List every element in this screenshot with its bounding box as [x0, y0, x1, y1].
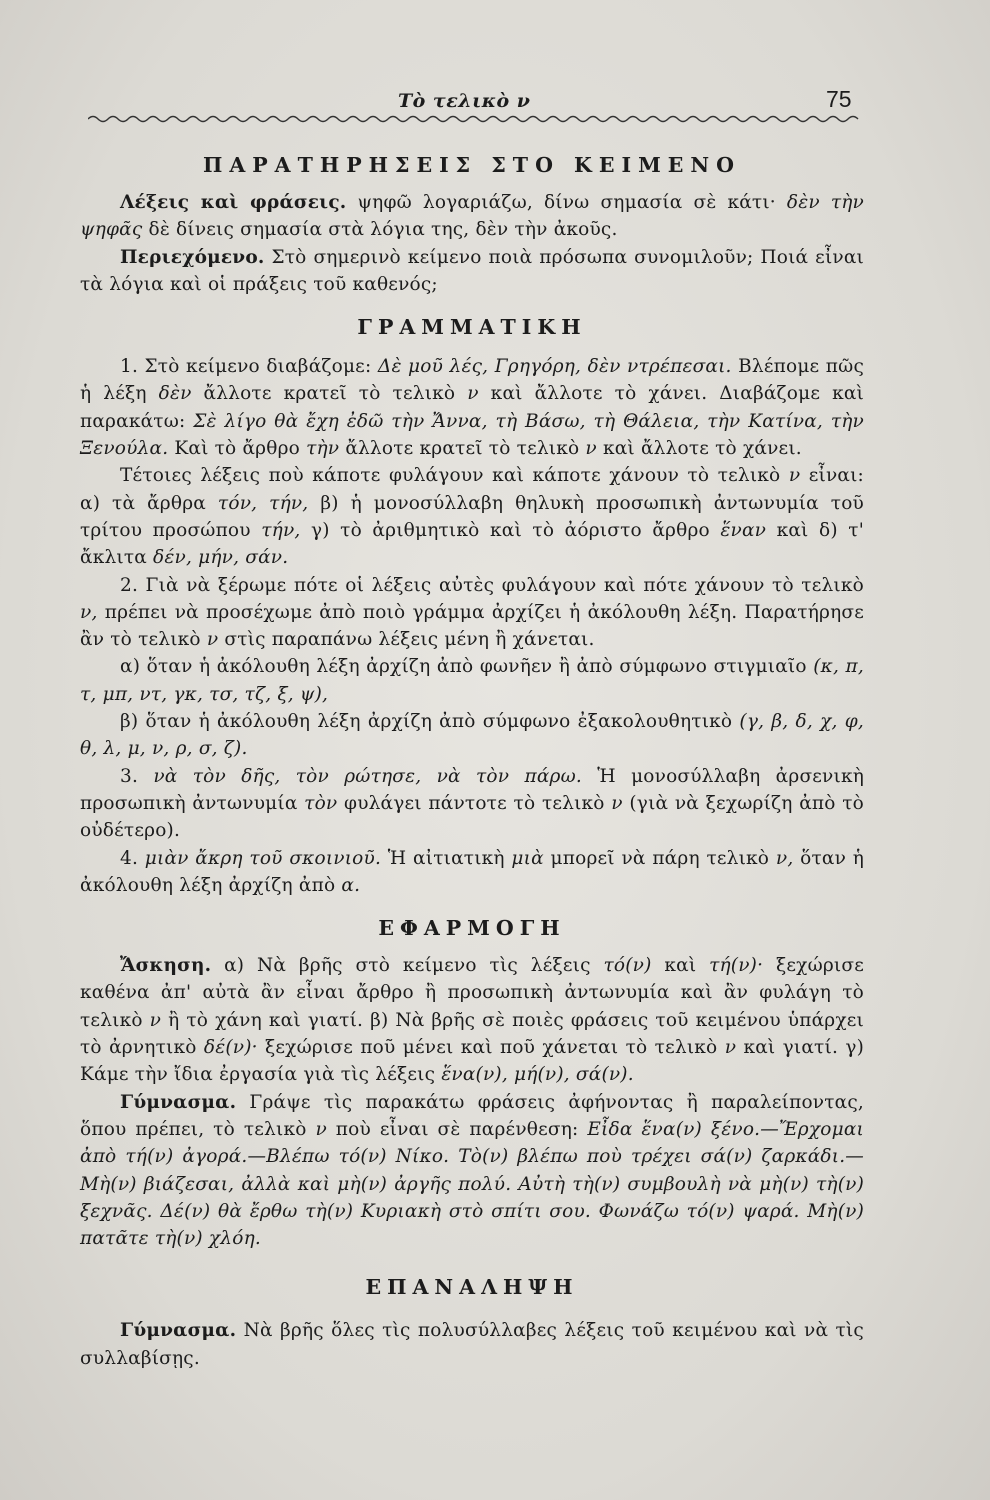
italic-text: (κ, π, τ, μπ, ντ, γκ, τσ, τζ, ξ, ψ),	[80, 656, 864, 705]
text: ἄλλοτε κρατεῖ τὸ τελικὸ	[191, 383, 456, 405]
text: Τέτοιες λέξεις ποὺ κάποτε φυλάγουν καὶ κάποτε χάνουν τὸ τελικὸ	[120, 465, 781, 487]
text: γ) τὸ ἀριθμητικὸ καὶ τὸ ἀόριστο ἄρθρο	[300, 519, 710, 541]
text: α) Νὰ βρῆς στὸ κείμενο τὶς λέξεις	[211, 955, 591, 977]
text: 1. Στὸ κείμενο διαβάζομε:	[120, 356, 372, 378]
italic-text: τὸν	[297, 792, 338, 814]
paragraph-g1	[80, 353, 864, 462]
text: ὅταν ἡ ἀκόλουθη λέξη ἀρχίζη ἀπὸ	[80, 847, 865, 896]
text: ἢ τὸ χάνη καὶ γιατί. β) Νὰ βρῆς σὲ ποιὲς φράσεις τοῦ κειμένου ὑπάρχει τὸ ἀρνητικὸ	[80, 1009, 864, 1059]
italic-text: ἕνα(ν), μή(ν), σά(ν).	[435, 1064, 634, 1086]
paragraph-g3	[80, 763, 864, 845]
italic-text: (γ, β, δ, χ, φ, θ, λ, μ, ν, ρ, σ, ζ).	[80, 711, 864, 760]
text: καὶ δ) τ' ἄκλιτα	[80, 519, 864, 569]
text: β) ἡ μονοσύλλαβη θηλυκὴ προσωπικὴ ἀντωνυμία τοῦ τρίτου προσώπου	[80, 492, 864, 541]
wavy-rule	[88, 114, 860, 124]
text: ἄλλοτε κρατεῖ τὸ τελικὸ	[339, 438, 580, 460]
paragraph-g4	[80, 845, 864, 900]
text: καὶ ἄλλοτε τὸ χάνει.	[596, 438, 802, 460]
running-title: Τὸ τελικὸ ν	[398, 90, 531, 112]
italic-text: τή(ν)·	[696, 955, 764, 977]
text: ποὺ εἶναι σὲ παρένθεση:	[326, 1118, 579, 1140]
italic-text: δὲν	[146, 383, 192, 405]
italic-text: Δὲ μοῦ λές, Γρηγόρη, δὲν ντρέπεσαι.	[371, 356, 732, 378]
text: 4.	[120, 847, 139, 869]
paragraph-g2a	[80, 653, 864, 708]
text: πρέπει νὰ προσέχωμε ἀπὸ ποιὸ γράμμα ἀρχίζει ἡ ἀκόλουθη λέξη. Παρατήρησε ἂν τὸ τελικὸ	[80, 601, 864, 651]
italic-text: ν	[142, 1009, 162, 1031]
text: στὶς παραπάνω λέξεις μένη ἢ χάνεται.	[218, 629, 595, 651]
text: Βλέπομε πῶς ἡ λέξη	[80, 356, 865, 405]
italic-text: δὲν τὴν ψηφᾶς	[80, 192, 864, 241]
paragraph-g2b	[80, 708, 864, 763]
label-gymnasma: Γύμνασμα.	[120, 1091, 237, 1113]
italic-text: μιὰν ἄκρη τοῦ σκοινιοῦ.	[138, 847, 382, 869]
italic-text: ν	[200, 629, 219, 651]
text: μπορεῖ νὰ πάρη τελικὸ	[543, 847, 770, 869]
paragraph-gymnasma-2	[80, 1317, 864, 1372]
italic-text: ν,	[769, 847, 794, 869]
section-title-grammatiki: ΓΡΑΜΜΑΤΙΚΗ	[357, 315, 587, 340]
paragraph-g2	[80, 572, 864, 654]
text: 3.	[120, 765, 139, 787]
paragraph-askisi	[80, 952, 864, 1088]
text: ξεχώρισε ποῦ μένει καὶ ποῦ χάνεται τὸ τελικὸ	[257, 1037, 718, 1059]
text: δὲ δίνεις σημασία στὰ λόγια της, δὲν τὴν ἀκοῦς.	[142, 219, 618, 241]
italic-text: τόν, τήν,	[205, 492, 309, 514]
text: εἶναι: α) τὰ ἄρθρα	[80, 465, 864, 514]
italic-text: δέ(ν)·	[196, 1037, 258, 1059]
italic-text: τό(ν)	[590, 955, 652, 977]
italic-text: ν	[604, 792, 623, 814]
label-lexeis: Λέξεις καὶ φράσεις.	[120, 192, 347, 213]
text: καὶ γιατί. γ) Κάμε τὴν ἴδια ἐργασία γιὰ τὶς λέξεις	[80, 1037, 864, 1086]
italic-text: α.	[335, 874, 361, 896]
label-periexomeno: Περιεχόμενο.	[120, 246, 265, 268]
page-header	[0, 84, 990, 118]
italic-text: ν	[579, 438, 597, 460]
page-number: 75	[826, 86, 852, 112]
italic-text: τήν,	[250, 519, 301, 541]
italic-text: μιὰ	[504, 847, 544, 869]
text: β) ὅταν ἡ ἀκόλουθη λέξη ἀρχίζη ἀπὸ σύμφωνο ἐξακολουθητικὸ	[120, 711, 733, 733]
text: Καὶ τὸ ἄρθρο	[168, 438, 300, 460]
italic-text: τὴν	[299, 438, 340, 460]
paragraph-g1b	[80, 462, 864, 571]
text: φυλάγει πάντοτε τὸ τελικὸ	[337, 792, 605, 814]
italic-text: ν	[780, 465, 801, 487]
text: (γιὰ νὰ ξεχωρίζη ἀπὸ τὸ οὐδέτερο).	[80, 792, 865, 842]
paragraph-periexomeno	[80, 244, 864, 299]
italic-text: ν	[717, 1037, 737, 1059]
text: Ἡ μονοσύλλαβη ἀρσενικὴ προσωπικὴ ἀντωνυμία	[80, 765, 864, 814]
label-askisi: Ἄσκηση.	[120, 955, 212, 977]
section-title-epanalipsi: ΕΠΑΝΑΛΗΨΗ	[365, 1275, 579, 1300]
paragraph-gymnasma-1	[80, 1089, 864, 1253]
italic-text: ν	[455, 383, 479, 405]
section-title-paratiriseis: ΠΑΡΑΤΗΡΗΣΕΙΣ ΣΤΟ ΚΕΙΜΕΝΟ	[202, 153, 742, 177]
page-body	[80, 152, 864, 1372]
label-gymnasma: Γύμνασμα.	[120, 1320, 237, 1342]
text: Στὸ σημερινὸ κείμενο ποιὰ πρόσωπα συνομιλοῦν; Ποιά εἶναι τὰ λόγια καὶ οἱ πράξεις τοῦ καθενός;	[80, 246, 864, 295]
italic-text: ν,	[80, 601, 98, 623]
italic-text: ἕναν	[709, 519, 767, 541]
text: Νὰ βρῆς ὅλες τὶς πολυσύλλαβες λέξεις τοῦ κειμένου καὶ νὰ τὶς συλλαβίσῃς.	[80, 1320, 864, 1369]
italic-text: ν	[306, 1118, 327, 1140]
italic-text: Σὲ λίγο θὰ ἔχη ἐδῶ τὴν Ἄννα, τὴ Βάσω, τὴ Θάλεια, τὴν Κατίνα, τὴν Ξενούλα.	[80, 410, 864, 460]
italic-text: δέν, μήν, σάν.	[146, 547, 289, 569]
italic-text: Εἶδα ἕνα(ν) ξένο.—Ἔρχομαι ἀπὸ τή(ν) ἀγορά.—Βλέπω τό(ν) Νίκο. Τὸ(ν) βλέπω ποὺ τρέχει σά(ν) ζαρκάδι.—Μὴ(ν) βιάζεσαι, ἀλλὰ καὶ μὴ(ν) ἀργῆς πολύ. Αὐτὴ τὴ(ν) συμβουλὴ νὰ μὴ(ν) τὴ(ν) ξεχνᾶς. Δέ(ν) θὰ ἔρθω τὴ(ν) Κυριακὴ στὸ σπίτι σου. Φωνάζω τό(ν) ψαρά. Μὴ(ν) πατᾶτε τὴ(ν) χλόη.	[80, 1118, 864, 1250]
text: ψηφῶ λογαριάζω, δίνω σημασία σὲ κάτι·	[346, 192, 776, 213]
text: καὶ	[651, 955, 697, 977]
text: ξεχώρισε καθένα ἀπ' αὐτὰ ἂν εἶναι ἄρθρο ἢ προσωπικὴ ἀντωνυμία καὶ ἂν φυλάγη τὸ τελικὸ	[80, 955, 864, 1031]
text: καὶ ἄλλοτε τὸ χάνει. Διαβάζομε καὶ παρακάτω:	[80, 383, 865, 432]
text: α) ὅταν ἡ ἀκόλουθη λέξη ἀρχίζη ἀπὸ φωνῆεν ἢ ἀπὸ σύμφωνο στιγμιαῖο	[120, 656, 807, 678]
text: 2. Γιὰ νὰ ξέρωμε πότε οἱ λέξεις αὐτὲς φυλάγουν καὶ πότε χάνουν τὸ τελικὸ	[120, 574, 864, 596]
text: Γράψε τὶς παρακάτω φράσεις ἀφήνοντας ἢ παραλείποντας, ὅπου πρέπει, τὸ τελικὸ	[80, 1091, 864, 1140]
text: Ἡ αἰτιατικὴ	[381, 847, 505, 869]
italic-text: νὰ τὸν δῆς, τὸν ρώτησε, νὰ τὸν πάρω.	[138, 765, 582, 787]
paragraph-lexeis	[80, 189, 864, 244]
section-title-efarmogi: ΕΦΑΡΜΟΓΗ	[378, 916, 566, 941]
